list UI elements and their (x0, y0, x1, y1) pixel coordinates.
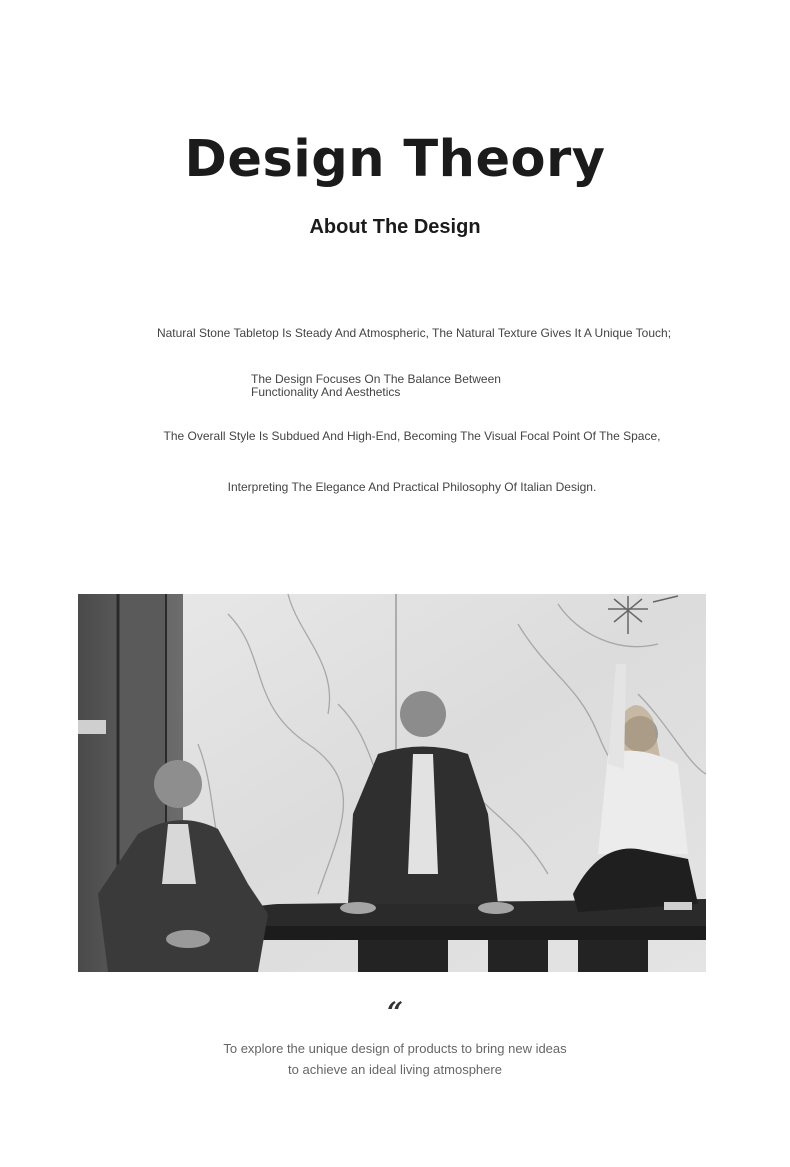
description-line-2: The Design Focuses On The Balance Between Functionality And Aesthetics (251, 372, 501, 399)
quote-line-2: to achieve an ideal living atmosphere (288, 1062, 502, 1077)
description-line-3: The Overall Style Is Subdued And High-End, Becoming The Visual Focal Point Of The Space, (163, 429, 661, 443)
designers-photo (78, 594, 706, 972)
quote-mark-icon: “ (386, 996, 404, 1029)
description-line-4: Interpreting The Elegance And Practical Philosophy Of Italian Design. (227, 480, 597, 494)
quote-text (0, 1038, 790, 1080)
quote-line-1: To explore the unique design of products to bring new ideas (223, 1041, 567, 1056)
page-title: Design Theory (184, 130, 606, 189)
designers-photo-illustration (78, 594, 706, 972)
page-subtitle: About The Design (309, 216, 481, 238)
description-line-1: Natural Stone Tabletop Is Steady And Atmospheric, The Natural Texture Gives It A Unique Touch; (156, 326, 672, 340)
